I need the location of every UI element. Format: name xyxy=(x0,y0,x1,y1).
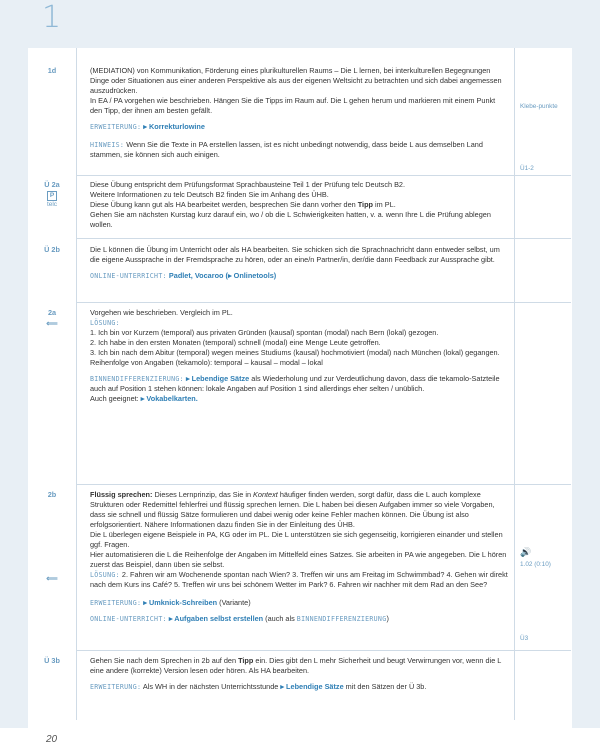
erweiterung-keyword: ERWEITERUNG: xyxy=(90,599,142,607)
text: ein. Dies gibt den L mehr Sicherheit und beugt Verwirrungen vor, wenn die L eine andere (korrekte) Version lesen oder hören. Als HA bearbeiten. xyxy=(90,656,502,675)
mediation-paragraph: (MEDIATION) von Kommunikation, Förderung eines plurikulturellen Raums – Die L lernen, bei interkulturellen Begegnungen Dinge oder Situationen aus einer anderen Perspektive als aus der eigenen Weltsicht zu betrachten und sich dabei angemessen auszudrücken. xyxy=(90,66,502,95)
onlinetools-link[interactable]: Padlet, Vocaroo (▸ Onlinetools) xyxy=(168,271,277,280)
binnen-line xyxy=(90,374,508,394)
page-number: 20 xyxy=(46,734,58,745)
tipp-text: Tipp xyxy=(357,200,374,209)
online-line xyxy=(90,614,508,624)
section-text xyxy=(90,180,508,230)
text: Auch geeignet: xyxy=(90,394,141,403)
arrow-glyph: ⟸ xyxy=(46,574,58,583)
text: im PL. xyxy=(373,200,396,209)
binnen-keyword: BINNENDIFFERENZIERUNG: xyxy=(90,375,184,383)
hinweis-line xyxy=(90,140,508,160)
instruction-paragraph: In EA / PA vorgehen wie beschrieben. Hängen Sie die Tipps im Raum auf. Die L gehen herum und markieren mit einem Punkt den Tipp, der ihnen am besten gefällt. xyxy=(90,96,496,115)
text: Als WH in der nächsten Unterrichtsstunde xyxy=(141,682,281,691)
online-keyword: ONLINE-UNTERRICHT: xyxy=(90,615,167,623)
divider xyxy=(76,175,571,176)
word-order-rule: Reihenfolge von Angaben (tekamolo): temporal – kausal – modal – lokal xyxy=(90,358,323,367)
erweiterung-line xyxy=(90,682,508,692)
text: ) xyxy=(386,614,389,623)
info-line: Weitere Informationen zu telc Deutsch B2 finden Sie im Anhang des ÜHB. xyxy=(90,190,329,199)
binnen-text: als Wiederholung und zur Verdeutlichung davon, dass die tekamolo-Satzteile auch auf Position 1 stehen können: lokale Angaben auf Position 1 sind allerdings eher selten / unüblich. xyxy=(90,374,500,393)
hinweis-text: Wenn Sie die Texte in PA erstellen lassen, ist es nicht unbedingt notwendig, dass beide L aus demselben Land stammen, sie können sich auch einigen. xyxy=(90,140,483,159)
lebendige-saetze-link[interactable]: ▸ Lebendige Sätze xyxy=(185,374,250,383)
section-label xyxy=(28,308,76,328)
audio-track: 1.02 (0:10) xyxy=(520,561,551,568)
text: mit den Sätzen der Ü 3b. xyxy=(343,682,427,691)
arrow-icon xyxy=(28,572,76,583)
followup-line: Gehen Sie am nächsten Kurstag kurz darauf ein, wo / ob die L Schwierigkeiten hatten, v. a. wenn Ihre L die Prüfung ablegen wollen. xyxy=(90,210,491,229)
binnen-keyword: BINNENDIFFERENZIERUNG xyxy=(296,615,387,623)
exercise-ref: Ü1-2 xyxy=(520,165,534,172)
automation-line: Hier automatisieren die L die Reihenfolge der Angaben im Mittelfeld eines Satzes. Sie arbeiten in PA wie angegeben. Die L hören zuerst das Beispiel, dann üben sie selbst. xyxy=(90,550,507,569)
tipp-text: Tipp xyxy=(238,656,254,665)
also-suitable-line xyxy=(90,394,508,404)
online-line xyxy=(90,271,508,281)
loesung-keyword: LÖSUNG: xyxy=(90,319,120,327)
aufgaben-link[interactable]: ▸ Aufgaben selbst erstellen xyxy=(168,614,264,623)
lebendige-saetze-link[interactable]: ▸ Lebendige Sätze xyxy=(280,682,344,691)
section-text xyxy=(90,245,508,281)
erweiterung-keyword: ERWEITERUNG: xyxy=(90,123,142,131)
section-label: 1d xyxy=(47,66,57,75)
fluent-speaking-label: Flüssig sprechen: xyxy=(90,490,153,499)
loesung-keyword: LÖSUNG: xyxy=(90,571,120,579)
divider xyxy=(76,238,571,239)
solution-3: 3. Ich bin nach dem Abitur (temporal) wegen meines Studiums (kausal) hochmotiviert (modal) nach München (lokal) gegangen. xyxy=(90,348,500,357)
hinweis-keyword: HINWEIS: xyxy=(90,141,125,149)
online-keyword: ONLINE-UNTERRICHT: xyxy=(90,272,167,280)
kontext-text: Kontext xyxy=(253,490,278,499)
header-band xyxy=(0,0,600,48)
material-note: Klebe-punkte xyxy=(520,103,558,110)
section-text xyxy=(90,66,508,160)
erweiterung-line xyxy=(90,598,508,608)
chapter-number: 1 xyxy=(42,0,62,35)
section-text xyxy=(90,490,508,624)
vokabelkarten-link[interactable]: ▸ Vokabelkarten. xyxy=(140,394,198,403)
section-label: 2b xyxy=(47,490,57,499)
left-margin-band xyxy=(0,48,28,728)
divider xyxy=(76,650,571,651)
solution-1: 1. Ich bin vor Kurzem (temporal) aus privaten Gründen (kausal) spontan (modal) nach Bern (lokal) gezogen. xyxy=(90,328,439,337)
right-margin-band xyxy=(572,48,600,728)
erweiterung-keyword: ERWEITERUNG: xyxy=(90,683,142,691)
text: häufiger finden werden, sorgt dafür, dass die L auch komplexe Strukturen oder Redemittel fehlerfrei und flüssig sprechen lernen. Die L haben bei diesen Aufgaben immer so viele Vorgaben, dass sie schnell und flüssig Sätze formulieren und dabei wenig oder keine Fehler machen können. Die Übung ist also erfolgsorientiert. Nähere Informationen dazu finden Sie in der Einleitung des ÜHB. xyxy=(90,490,495,529)
section-text xyxy=(90,308,508,404)
exercise-ref: Ü3 xyxy=(520,635,529,642)
text: (auch als xyxy=(263,614,297,623)
korrekturlowine-link[interactable]: ▸ Korrekturlowine xyxy=(143,122,205,131)
tipp-paragraph xyxy=(90,656,508,676)
exam-format-line: Diese Übung entspricht dem Prüfungsformat Sprachbausteine Teil 1 der Prüfung telc Deutsch B2. xyxy=(90,180,406,189)
voice-message-paragraph: Die L können die Übung im Unterricht oder als HA bearbeiten. Sie schicken sich die Sprachnachricht dann entweder selbst, um die eigene Aussprache in der Fremdsprache zu hören, oder an eine/n Partner/in, der/die dann Feedback zur Aussprache gibt. xyxy=(90,245,500,264)
arrow-icon: ⟸ xyxy=(46,319,58,328)
exam-badge: P xyxy=(47,191,57,201)
pair-work-line: Die L überlegen eigene Beispiele in PA, KG oder im PL. Die L unterstützen sie sich gegenseitig, korrigieren einander und stellen ggf. Fragen. xyxy=(90,530,503,549)
solution-2: 2. Ich habe in den ersten Monaten (temporal) schnell (modal) eine Menge Leute getroffen. xyxy=(90,338,381,347)
section-label-text: Ü 2a xyxy=(44,180,60,189)
text: Dieses Lernprinzip, das Sie in xyxy=(152,490,254,499)
section-label xyxy=(28,180,76,208)
exam-name: telc xyxy=(46,201,58,208)
umknick-link[interactable]: ▸ Umknick-Schreiben xyxy=(143,598,218,607)
fluent-speaking-paragraph xyxy=(90,490,508,530)
divider xyxy=(76,302,571,303)
homework-line xyxy=(90,200,508,210)
procedure-line: Vorgehen wie beschrieben. Vergleich im PL. xyxy=(90,308,233,317)
text: Gehen Sie nach dem Sprechen in 2b auf den xyxy=(90,656,239,665)
section-label: Ü 2b xyxy=(44,245,60,254)
section-label-text: 2a xyxy=(47,308,57,317)
text: Diese Übung kann gut als HA bearbeitet werden, besprechen Sie dann vorher den xyxy=(90,200,358,209)
loesung-text: 2. Fahren wir am Wochenende spontan nach Wien? 3. Treffen wir uns am Freitag im Schwimmbad? 4. Gehen wir direkt nach dem Kurs ins Café? 5. Treffen wir uns bei schönem Wetter im Park? 6. Fahren wir nachher mit dem Rad an den See? xyxy=(90,570,508,589)
divider xyxy=(76,484,571,485)
section-label: Ü 3b xyxy=(44,656,60,665)
speaker-icon[interactable]: 🔊 xyxy=(520,547,532,557)
loesung-line xyxy=(90,570,508,590)
text: (Variante) xyxy=(217,598,251,607)
section-text xyxy=(90,656,508,692)
erweiterung-line xyxy=(90,122,508,132)
